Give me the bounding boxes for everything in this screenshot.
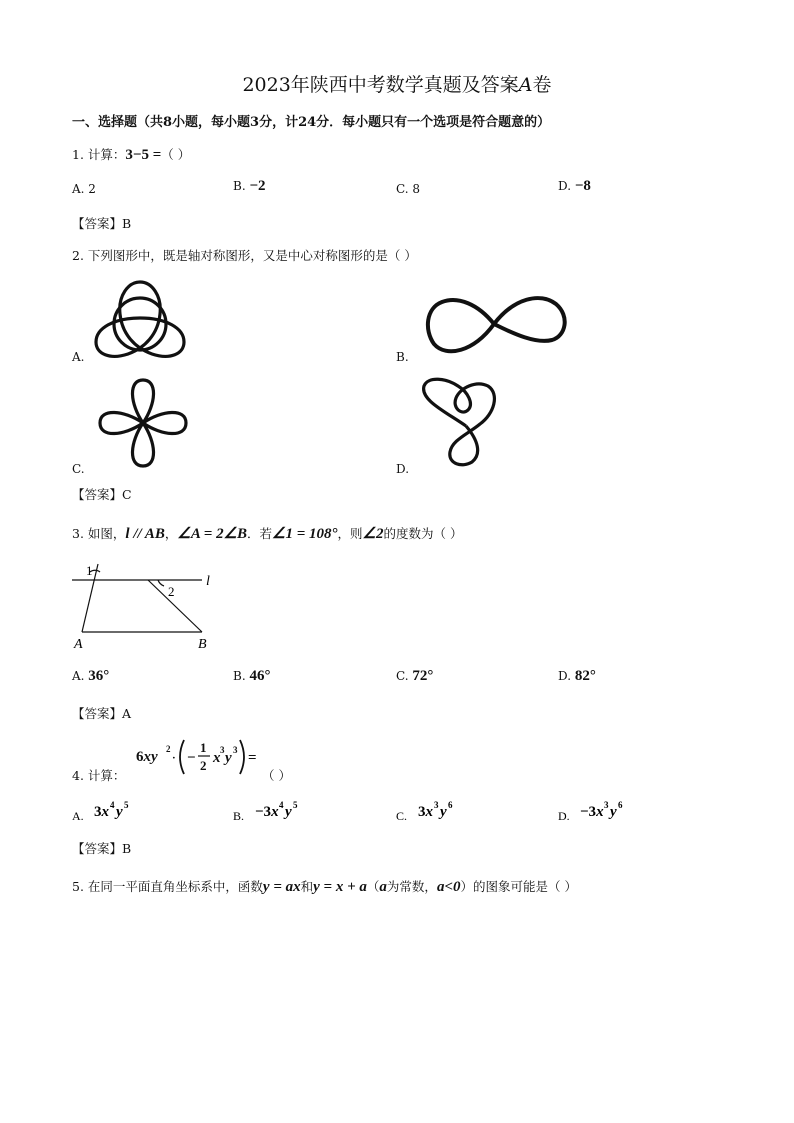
svg-text:−: − bbox=[187, 750, 196, 766]
svg-text:·: · bbox=[172, 752, 176, 764]
option-d: D. 82° bbox=[558, 668, 596, 684]
svg-text:5: 5 bbox=[293, 800, 298, 810]
label-a: A bbox=[74, 637, 83, 652]
svg-text:2: 2 bbox=[166, 744, 171, 754]
label-b: B bbox=[198, 637, 207, 652]
svg-text:3: 3 bbox=[604, 800, 609, 810]
figure-infinity-loop bbox=[418, 290, 570, 362]
question-3: 3. 如图，l // AB，∠A = 2∠B．若∠1 = 108°，则∠2的度数为（ ） bbox=[72, 526, 463, 542]
svg-text:y: y bbox=[116, 804, 123, 820]
figure-label-d: D. bbox=[396, 462, 410, 476]
svg-text:4: 4 bbox=[110, 800, 115, 810]
svg-text:C.: C. bbox=[396, 809, 408, 823]
option-c: C. 72° bbox=[396, 668, 434, 684]
svg-text:y: y bbox=[285, 804, 292, 820]
figure-parallel-lines bbox=[68, 558, 228, 654]
figure-four-leaf-loop bbox=[94, 374, 192, 472]
svg-text:y: y bbox=[610, 804, 617, 820]
svg-text:6xy: 6xy bbox=[136, 749, 158, 765]
question-4-number: 4. 计算： bbox=[72, 768, 126, 783]
svg-text:3x: 3x bbox=[94, 804, 109, 820]
option-b: B. −2 bbox=[233, 178, 266, 194]
figure-label-c: C. bbox=[72, 462, 85, 476]
math-expression: 3−5 = bbox=[125, 147, 162, 163]
svg-text:4: 4 bbox=[279, 800, 284, 810]
math-expression bbox=[132, 734, 264, 780]
option-d: D. −8 bbox=[558, 178, 591, 194]
question-1: 1. 计算：3−5 =（ ） bbox=[72, 147, 191, 163]
option-a: A. 2 bbox=[72, 182, 96, 196]
svg-text:y: y bbox=[225, 750, 232, 766]
question-number: 1. 计算： bbox=[72, 147, 126, 162]
option-a bbox=[72, 798, 152, 824]
label-angle-1: 1 bbox=[86, 563, 93, 578]
figure-label-a: A. bbox=[72, 350, 85, 364]
option-d bbox=[558, 798, 648, 824]
svg-text:5: 5 bbox=[124, 800, 129, 810]
svg-text:B.: B. bbox=[233, 809, 245, 823]
section-heading: 一、选择题（共8小题，每小题3分，计24分．每小题只有一个选项是符合题意的） bbox=[72, 115, 551, 130]
figure-trefoil-knot bbox=[90, 276, 190, 362]
svg-text:y: y bbox=[440, 804, 447, 820]
question-5: 5. 在同一平面直角坐标系中，函数y = ax和y = x + a（a为常数，a<0）的图象可能是（ ） bbox=[72, 879, 577, 895]
svg-text:A.: A. bbox=[72, 809, 84, 823]
svg-text:2: 2 bbox=[200, 758, 207, 773]
svg-text:6: 6 bbox=[448, 800, 453, 810]
svg-text:3: 3 bbox=[220, 745, 225, 755]
svg-text:−3x: −3x bbox=[580, 804, 604, 820]
answer-4: 【答案】B bbox=[72, 841, 132, 856]
svg-text:3: 3 bbox=[233, 745, 238, 755]
option-c bbox=[396, 798, 476, 824]
answer-2: 【答案】C bbox=[72, 487, 132, 502]
option-a: A. 36° bbox=[72, 668, 110, 684]
option-b: B. 46° bbox=[233, 668, 271, 684]
page-title: 2023年陕西中考数学真题及答案A卷 bbox=[242, 74, 552, 96]
question-2: 2. 下列图形中，既是轴对称图形，又是中心对称图形的是（ ） bbox=[72, 248, 417, 263]
svg-text:6: 6 bbox=[618, 800, 623, 810]
transversal-b bbox=[148, 580, 202, 632]
answer-3: 【答案】A bbox=[72, 706, 132, 721]
svg-text:x: x bbox=[213, 750, 221, 766]
answer-paren: （ ） bbox=[262, 768, 291, 783]
svg-text:3x: 3x bbox=[418, 804, 433, 820]
svg-text:−3x: −3x bbox=[255, 804, 279, 820]
figure-irregular-loop bbox=[418, 374, 500, 470]
label-l: l bbox=[206, 574, 210, 589]
svg-text:3: 3 bbox=[434, 800, 439, 810]
option-c: C. 8 bbox=[396, 182, 421, 196]
svg-text:1: 1 bbox=[200, 740, 207, 755]
figure-label-b: B. bbox=[396, 350, 409, 364]
svg-text:D.: D. bbox=[558, 809, 570, 823]
svg-text:=: = bbox=[248, 750, 257, 766]
answer-1: 【答案】B bbox=[72, 216, 132, 231]
label-angle-2: 2 bbox=[168, 584, 175, 599]
option-b bbox=[233, 798, 323, 824]
angle-2-arc bbox=[158, 580, 164, 586]
